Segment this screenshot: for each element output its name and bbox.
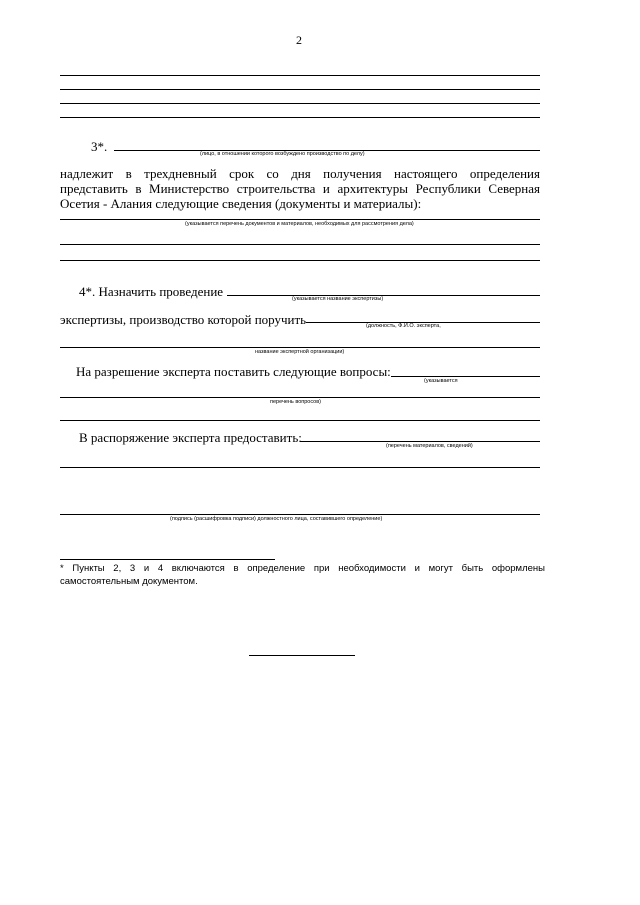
questions-list-field: [60, 397, 540, 398]
item3-text-line1: надлежит в трехдневный срок со дня получения настоящего определения: [60, 166, 540, 181]
questions-field: [391, 376, 540, 377]
item4-hint-org: название экспертной организации): [255, 349, 345, 355]
questions-hint1: (указывается: [424, 378, 458, 384]
signature-field: [60, 514, 540, 515]
page-number: 2: [296, 33, 302, 47]
blank-line: [60, 103, 540, 104]
blank-line: [60, 260, 540, 261]
footnote-line2: самостоятельным документом.: [60, 576, 198, 587]
materials-field: [300, 441, 540, 442]
materials-hint: (перечень материалов, сведений): [386, 443, 473, 449]
item4-label2: экспертизы, производство которой поручить: [60, 312, 307, 327]
signature-hint: (подпись (расшифровка подписи) должностного лица, составившего определение): [170, 516, 383, 522]
blank-line: [60, 420, 540, 421]
blank-line: [60, 117, 540, 118]
item3-hint: (лицо, в отношении которого возбуждено производство по делу): [200, 151, 365, 157]
item3-text-line2: представить в Министерство строительства и архитектуры Республики Северная: [60, 181, 540, 196]
questions-label: На разрешение эксперта поставить следующие вопросы:: [76, 364, 391, 379]
item3-list-hint: (указывается перечень документов и материалов, необходимых для рассмотрения дела): [185, 221, 414, 227]
blank-line: [60, 244, 540, 245]
footnote-line1: * Пункты 2, 3 и 4 включаются в определение при необходимости и могут быть оформлены: [60, 563, 545, 574]
item4-label: 4*. Назначить проведение: [79, 284, 224, 299]
blank-line: [60, 89, 540, 90]
item4-expertise-field: [227, 295, 540, 296]
materials-label: В распоряжение эксперта предоставить:: [79, 430, 302, 445]
item3-list-field: [60, 219, 540, 220]
item4-hint-expert: (должность, Ф.И.О. эксперта,: [366, 323, 441, 329]
footnote-separator: [60, 559, 275, 560]
item4-org-field: [60, 347, 540, 348]
blank-line: [60, 467, 540, 468]
closing-line: [249, 655, 355, 656]
questions-hint2: перечень вопросов): [270, 399, 321, 405]
item3-number: 3*.: [91, 139, 108, 154]
blank-line: [60, 75, 540, 76]
item4-hint-name: (указывается название экспертизы): [292, 296, 384, 302]
item3-text-line3: Осетия - Алания следующие сведения (документы и материалы):: [60, 196, 422, 211]
